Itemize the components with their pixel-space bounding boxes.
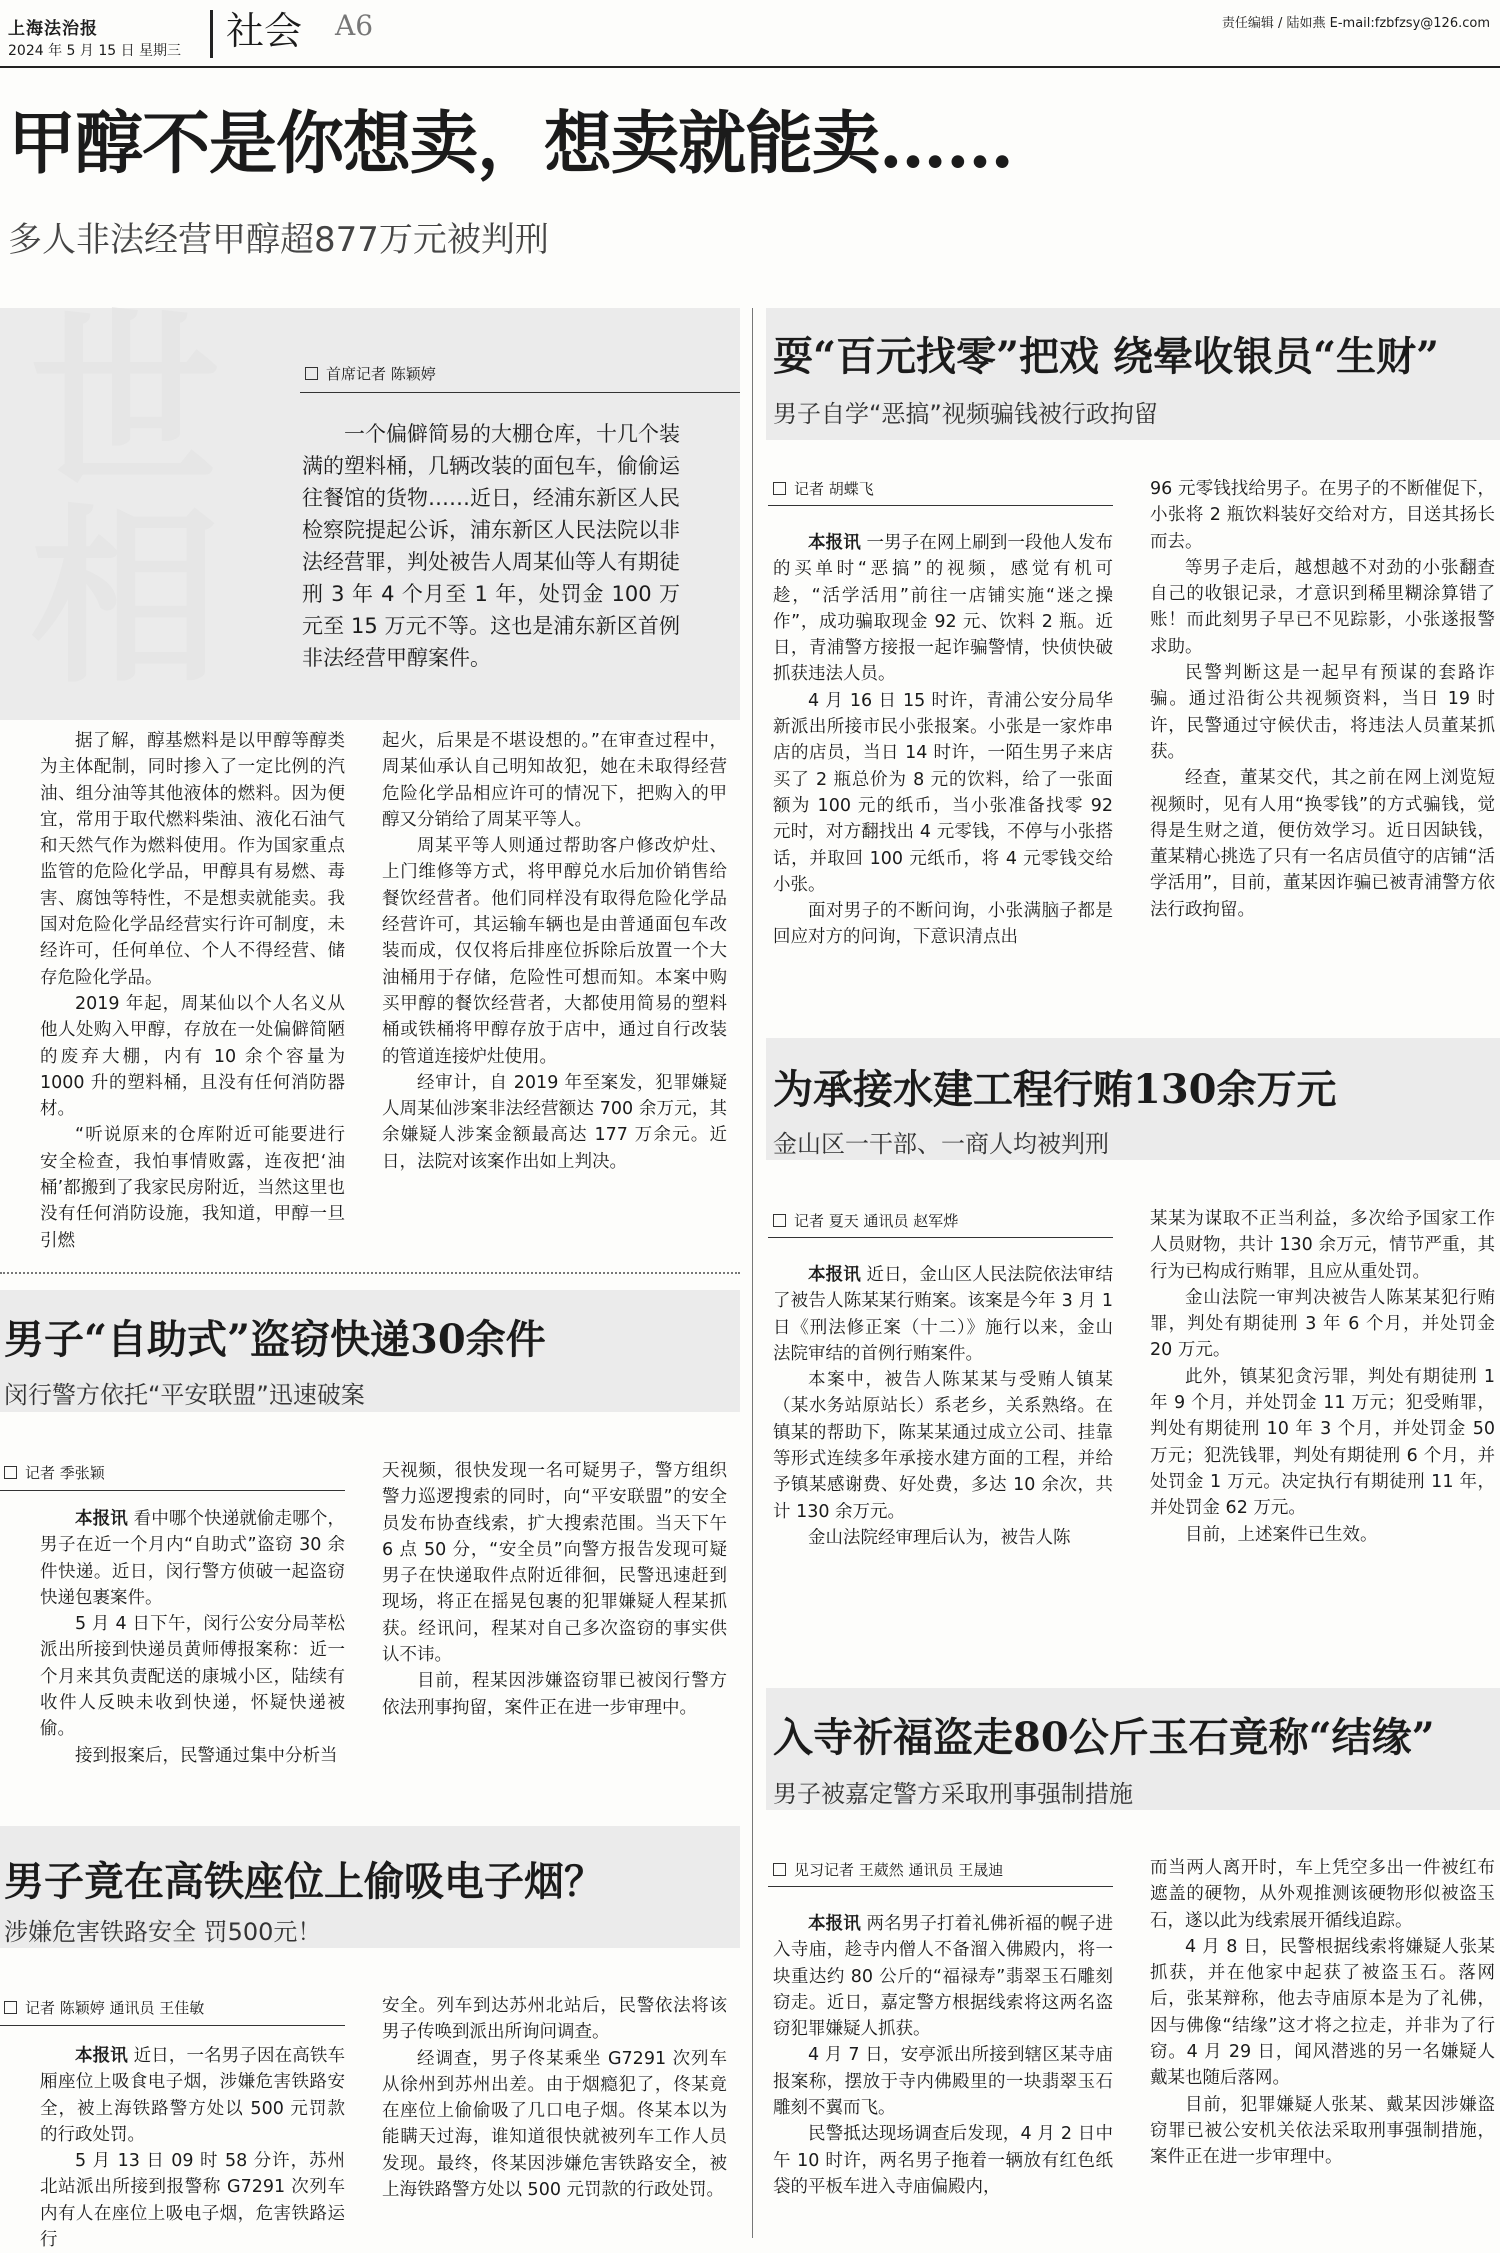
story-column-1 (773, 1911, 1113, 2243)
story-column-2 (1150, 1855, 1495, 2243)
dateline: 本报讯 (75, 1509, 128, 1529)
main-headline: 甲醇不是你想卖，想卖就能卖…… (8, 104, 1014, 184)
paragraph: 4 月 16 日 15 时许，青浦公安分局华新派出所接市民小张报案。小张是一家炸串店的店员，当日 14 时许，一陌生男子来店买了 2 瓶总价为 8 元的饮料，给了一张面额为 100 元的纸币，当小张准备找零 92 元时，对方翻找出 4 元零钱，不停与小张搭话，并取回 100 元纸币，将 4 元零钱交给小张。 (773, 690, 1113, 895)
byline-text: 记者 夏天 通讯员 赵军烨 (794, 1212, 959, 1230)
paragraph: 民警判断这是一起早有预谋的套路诈骗。通过沿街公共视频资料，当日 19 时许，民警通过守候伏击，将违法人员董某抓获。 (1150, 663, 1495, 762)
paragraph: 接到报案后，民警通过集中分析当 (75, 1745, 338, 1766)
byline-text: 见习记者 王葳然 通讯员 王晟迪 (794, 1861, 1004, 1879)
paragraph: 2019 年起，周某仙以个人名义从他人处购入甲醇，存放在一处偏僻简陋的废弃大棚，内有 10 余个容量为 1000 升的塑料桶，且没有任何消防器材。 (40, 993, 345, 1120)
paragraph (773, 530, 1113, 688)
byline-box-icon (773, 482, 786, 495)
story-column-2 (382, 1993, 727, 2243)
paragraph: 面对男子的不断问询，小张满脑子都是回应对方的问询，下意识清点出 (773, 901, 1113, 948)
paragraph: “听说原来的仓库附近可能要进行安全检查，我怕事情败露，连夜把‘油桶’都搬到了我家民房附近，当然这里也没有任何消防设施，我知道，甲醇一旦引燃 (40, 1125, 345, 1251)
byline-box-icon (773, 1863, 786, 1876)
header-rule (0, 66, 1500, 68)
byline-box-icon (4, 2001, 17, 2014)
story-headline: 入寺祈福盗走80公斤玉石竟称“结缘” (773, 1714, 1435, 1761)
story-subheadline: 闵行警方依托“平安联盟”迅速破案 (4, 1381, 365, 1409)
story-headline: 男子“自助式”盗窃快递30余件 (4, 1316, 546, 1363)
dateline: 本报讯 (808, 533, 861, 553)
paragraph: 起火，后果是不堪设想的。”在审查过程中，周某仙承认自己明知故犯，她在未取得经营危险化学品相应许可的情况下，把购入的甲醇又分销给了周某平等人。 (382, 731, 727, 830)
paragraph-text: 两名男子打着礼佛祈福的幌子进入寺庙，趁寺内僧人不备溜入佛殿内，将一块重达约 80 公斤的“福禄寿”翡翠玉石雕刻窃走。近日，嘉定警方根据线索将这两名盗窃犯罪嫌疑人抓获。 (773, 1914, 1113, 2040)
story-subheadline: 男子被嘉定警方采取刑事强制措施 (773, 1780, 1133, 1808)
paragraph: 5 月 4 日下午，闵行公安分局莘松派出所接到快递员黄师傅报案称：近一个月来其负责配送的康城小区，陆续有收件人反映未收到快递，怀疑快递被偷。 (40, 1614, 345, 1740)
story-subheadline: 男子自学“恶搞”视频骗钱被行政拘留 (773, 400, 1158, 428)
dateline: 本报讯 (75, 2046, 128, 2066)
paragraph (773, 1262, 1113, 1367)
story-headline: 耍“百元找零”把戏 绕晕收银员“生财” (773, 333, 1439, 380)
paragraph: 经查，董某交代，其之前在网上浏览短视频时，见有人用“换零钱”的方式骗钱，觉得是生财之道，便仿效学习。近日因缺钱，董某精心挑选了只有一名店员值守的店铺“活学活用”，目前，董某因诈骗已被青浦警方依法行政拘留。 (1150, 768, 1495, 920)
section-name: 社会 (226, 9, 303, 53)
paragraph: 目前，程某因涉嫌盗窃罪已被闵行警方依法刑事拘留，案件正在进一步审理中。 (382, 1671, 727, 1718)
byline-rule (768, 1886, 1113, 1887)
paragraph (40, 1506, 345, 1611)
paragraph: 4 月 8 日，民警根据线索将嫌疑人张某抓获，并在他家中起获了被盗玉石。落网后，张某辩称，他去寺庙原本是为了礼佛，因与佛像“结缘”这才将之拉走，并非为了行窃。4 月 29 日，闻风潜逃的另一名嫌疑人戴某也随后落网。 (1150, 1936, 1495, 2089)
story-column-1 (773, 1262, 1113, 1637)
story-byline (773, 1210, 958, 1231)
paragraph-text: 一男子在网上刷到一段他人发布的买单时“恶搞”的视频，感觉有机可趁，“活学活用”前往一店铺实施“迷之操作”，成功骗取现金 92 元、饮料 2 瓶。近日，青浦警方接报一起诈骗警情，快侦快破抓获违法人员。 (773, 533, 1113, 685)
paragraph-text: 近日，一名男子因在高铁车厢座位上吸食电子烟，涉嫌危害铁路安全，被上海铁路警方处以 500 元罚款的行政处罚。 (40, 2046, 346, 2145)
paragraph: 等男子走后，越想越不对劲的小张翻查自己的收银记录，才意识到稀里糊涂算错了账！而此刻男子早已不见踪影，小张遂报警求助。 (1150, 557, 1495, 657)
page-number: A6 (335, 9, 374, 42)
story-column-1 (40, 1506, 345, 1778)
paragraph: 目前，上述案件已生效。 (1185, 1524, 1378, 1545)
paragraph: 民警抵达现场调查后发现，4 月 2 日中午 10 时许，两名男子拖着一辆放有红色纸袋的平板车进入寺庙偏殿内， (773, 2124, 1113, 2197)
story-byline (4, 1997, 204, 2018)
paragraph: 本案中，被告人陈某某与受贿人镇某（某水务站原站长）系老乡，关系熟络。在镇某的帮助下，陈某某通过成立公司、挂靠等形式连续多年承接水建方面的工程，并给予镇某感谢费、好处费，多达 10 余次，共计 130 余万元。 (773, 1370, 1113, 1522)
column-watermark: 世相 (30, 291, 221, 709)
newspaper-name: 上海法治报 (8, 19, 98, 39)
byline-rule (0, 1490, 345, 1491)
main-column-1 (40, 728, 345, 1251)
paragraph: 96 元零钱找给男子。在男子的不断催促下，小张将 2 瓶饮料装好交给对方，目送其扬长而去。 (1150, 479, 1495, 552)
paragraph: 天视频，很快发现一名可疑男子，警方组织警力巡逻搜索的同时，向“平安联盟”的安全员发布协查线索，扩大搜索范围。当天下午 6 点 50 分，“安全员”向警方报告发现可疑男子在快递取件点附近徘徊，民警迅速赶到现场，将正在摇晃包裹的犯罪嫌疑人程某抓获。经讯问，程某对自己多次盗窃的事实供认不讳。 (382, 1461, 727, 1666)
paragraph: 金山法院经审理后认为，被告人陈 (808, 1527, 1071, 1548)
paragraph: 目前，犯罪嫌疑人张某、戴某因涉嫌盗窃罪已被公安机关依法采取刑事强制措施，案件正在进一步审理中。 (1150, 2094, 1495, 2168)
byline-rule (300, 392, 740, 393)
dateline: 本报讯 (808, 1914, 861, 1934)
paragraph (40, 2043, 345, 2148)
paragraph: 经调查，男子佟某乘坐 G7291 次列车从徐州到苏州出差。由于烟瘾犯了，佟某竟在座位上偷偷吸了几口电子烟。佟某本以为能瞒天过海，谁知道很快就被列车工作人员发现。最终，佟某因涉嫌危害铁路安全，被上海铁路警方处以 500 元罚款的行政处罚。 (382, 2048, 727, 2201)
header-divider (210, 10, 213, 58)
story-byline (773, 1859, 1003, 1880)
main-lead: 一个偏僻简易的大棚仓库，十几个装满的塑料桶，几辆改装的面包车，偷偷运往餐馆的货物……近日，经浦东新区人民检察院提起公诉，浦东新区人民法院以非法经营罪，判处被告人周某仙等人有期徒刑 3 年 4 个月至 1 年，处罚金 100 万元至 15 万元不等。这也是浦东新区首例非法经营甲醇案件。 (302, 422, 680, 670)
issue-date: 2024 年 5 月 15 日 星期三 (8, 43, 182, 59)
paragraph (773, 1911, 1113, 2042)
paragraph: 经审计，自 2019 年至案发，犯罪嫌疑人周某仙涉案非法经营额达 700 余万元，其余嫌疑人涉案金额最高达 177 万余元。近日，法院对该案作出如上判决。 (382, 1072, 727, 1172)
story-subheadline: 金山区一干部、一商人均被判刑 (773, 1130, 1109, 1158)
paragraph: 而当两人离开时，车上凭空多出一件被红布遮盖的硬物，从外观推测该硬物形似被盗玉石，遂以此为线索展开循线追踪。 (1150, 1858, 1495, 1931)
paragraph: 周某平等人则通过帮助客户修改炉灶、上门维修等方式，将甲醇兑水后加价销售给餐饮经营者。他们同样没有取得危险化学品经营许可，其运输车辆也是由普通面包车改装而成，仅仅将后排座位拆除后放置一个大油桶用于存储，危险性可想而知。本案中购买甲醇的餐饮经营者，大都使用简易的塑料桶或铁桶将甲醇存放于店中，通过自行改装的管道连接炉灶使用。 (382, 836, 727, 1067)
paragraph: 某某为谋取不正当利益，多次给予国家工作人员财物，共计 130 余万元，情节严重，其行为已构成行贿罪，且应从重处罚。 (1150, 1209, 1495, 1282)
paragraph: 此外，镇某犯贪污罪，判处有期徒刑 1 年 9 个月，并处罚金 11 万元；犯受贿罪，判处有期徒刑 10 年 3 个月，并处罚金 50 万元；犯洗钱罪，判处有期徒刑 6 个月，并处罚金 1 万元。决定执行有期徒刑 11 年，并处罚金 62 万元。 (1150, 1366, 1495, 1519)
section-dotted-rule (0, 1272, 740, 1274)
paragraph-text: 看中哪个快递就偷走哪个，男子在近一个月内“自助式”盗窃 30 余件快递。近日，闵行警方侦破一起盗窃快递包裹案件。 (40, 1509, 346, 1608)
paragraph: 据了解，醇基燃料是以甲醇等醇类为主体配制，同时掺入了一定比例的汽油、组分油等其他液体的燃料。因为便宜，常用于取代燃料柴油、液化石油气和天然气作为燃料使用。作为国家重点监管的危险化学品，甲醇具有易燃、毒害、腐蚀等特性，不是想卖就能卖。我国对危险化学品经营实行许可制度，未经许可，任何单位、个人不得经营、储存危险化学品。 (40, 731, 345, 988)
story-column-2 (382, 1458, 727, 1778)
story-column-2 (1150, 1206, 1495, 1638)
byline-text: 记者 胡蝶飞 (794, 480, 874, 498)
paragraph-text: 近日，金山区人民法院依法审结了被告人陈某某行贿案。该案是今年 3 月 1 日《刑法修正案（十二）》施行以来，金山法院审结的首例行贿案件。 (773, 1265, 1113, 1364)
story-byline (4, 1462, 105, 1483)
byline-text: 记者 季张颖 (25, 1464, 105, 1482)
story-column-1 (773, 530, 1113, 985)
main-byline (305, 363, 436, 384)
story-column-2 (1150, 476, 1495, 986)
story-byline (773, 478, 874, 499)
story-column-1 (40, 2043, 346, 2251)
dateline: 本报讯 (808, 1265, 861, 1285)
editor-credit: 责任编辑 / 陆如燕 E-mail:fzbfzsy@126.com (1221, 16, 1490, 31)
byline-rule (0, 2025, 345, 2026)
story-headline: 男子竟在高铁座位上偷吸电子烟？ (4, 1858, 604, 1905)
paragraph: 4 月 7 日，安亭派出所接到辖区某寺庙报案称，摆放于寺内佛殿里的一块翡翠玉石雕刻不翼而飞。 (773, 2045, 1113, 2119)
paragraph: 安全。列车到达苏州北站后，民警依法将该男子传唤到派出所询问调查。 (382, 1996, 727, 2043)
main-subheadline: 多人非法经营甲醇超877万元被判刑 (8, 220, 549, 260)
byline-box-icon (305, 367, 318, 380)
byline-rule (768, 1237, 1113, 1238)
story-subheadline: 涉嫌危害铁路安全 罚500元！ (4, 1918, 322, 1946)
column-divider (752, 308, 753, 2238)
paragraph: 5 月 13 日 09 时 58 分许，苏州北站派出所接到报警称 G7291 次列车内有人在座位上吸电子烟，危害铁路运行 (40, 2151, 345, 2251)
byline-text: 记者 陈颖婷 通讯员 王佳敏 (25, 1999, 205, 2017)
byline-box-icon (773, 1214, 786, 1227)
main-column-2 (382, 728, 727, 1236)
paragraph: 金山法院一审判决被告人陈某某犯行贿罪，判处有期徒刑 3 年 6 个月，并处罚金 20 万元。 (1150, 1287, 1495, 1361)
story-headline: 为承接水建工程行贿130余万元 (773, 1066, 1337, 1113)
byline-rule (768, 505, 1113, 506)
main-byline-text: 首席记者 陈颖婷 (326, 365, 436, 383)
byline-box-icon (4, 1466, 17, 1479)
